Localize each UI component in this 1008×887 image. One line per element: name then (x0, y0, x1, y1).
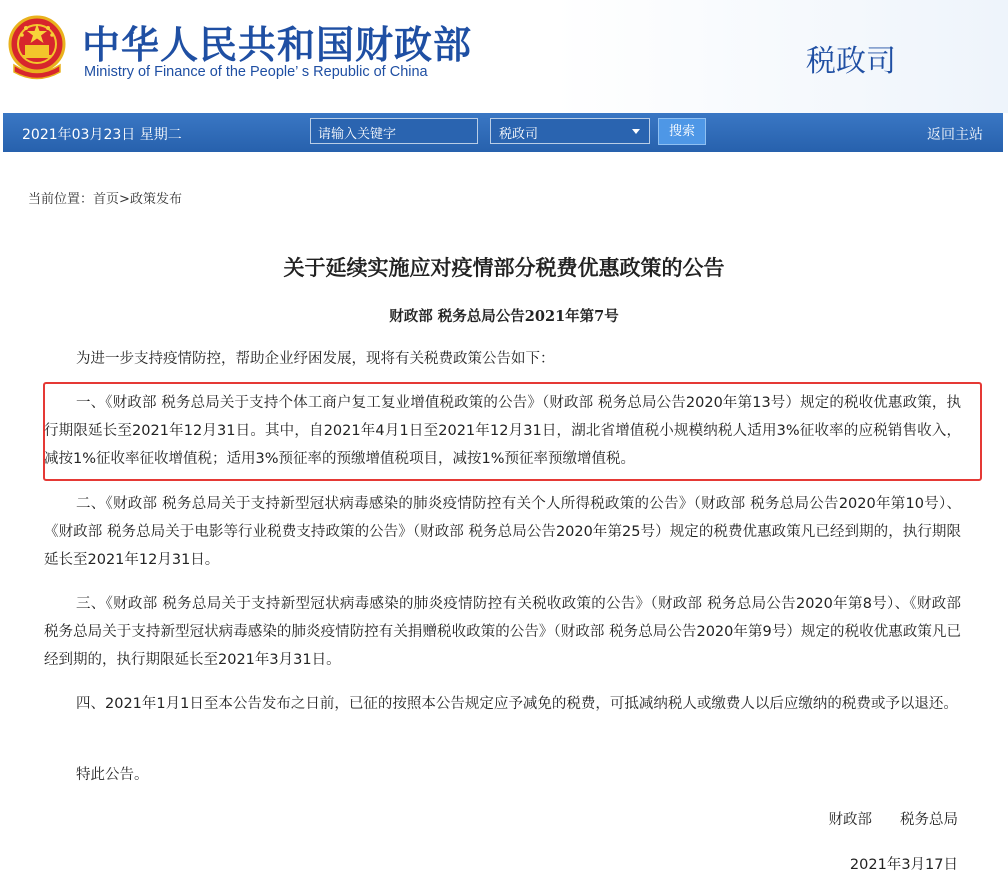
breadcrumb-section-link[interactable]: 政策发布 (129, 192, 182, 207)
site-header (0, 0, 1008, 113)
dropdown-caret-icon (632, 129, 640, 134)
breadcrumb-separator: > (119, 192, 130, 207)
article-subtitle: 财政部 税务总局公告2021年第7号 (389, 308, 619, 325)
article-date: 2021年3月17日 (849, 857, 958, 873)
search-button[interactable]: 搜索 (658, 118, 706, 145)
article-closing: 特此公告。 (76, 767, 149, 783)
signer-tax-bureau: 税务总局 (900, 812, 958, 828)
article-paragraph-1: 一、《财政部 税务总局关于支持个体工商户复工复业增值税政策的公告》（财政部 税务总局公告2020年第13号）规定的税收优惠政策，执行期限延长至2021年12月31日。其中，自2021年4月1日至2021年12月31日，湖北省增值税小规模纳税人适用3%征收率的应税销售收入，减按1%征收率征收增值税；适用3%预征率的预缴增值税项目，减按1%预征率预缴增值税。 (44, 395, 961, 467)
search-scope-value: 税政司 (499, 127, 539, 142)
article-paragraph-3: 三、《财政部 税务总局关于支持新型冠状病毒感染的肺炎疫情防控有关税收政策的公告》（财政部 税务总局公告2020年第8号）、《财政部 税务总局关于支持新型冠状病毒感染的肺炎疫情防控有关捐赠税收政策的公告》（财政部 税务总局公告2020年第9号）规定的税收优惠政策凡已经到期的，执行期限延长至2021年3月31日。 (44, 596, 961, 668)
search-input[interactable]: 请输入关键字 (310, 118, 478, 144)
breadcrumb-home-link[interactable]: 首页 (93, 192, 120, 207)
breadcrumb-prefix: 当前位置： (28, 192, 94, 207)
breadcrumb (28, 188, 182, 207)
search-scope-select[interactable] (490, 118, 650, 144)
return-home-link[interactable]: 返回主站 (927, 127, 983, 143)
ministry-name-cn: 中华人民共和国财政部 (82, 23, 473, 67)
article-intro: 为进一步支持疫情防控，帮助企业纾困发展，现将有关税费政策公告如下： (76, 351, 555, 367)
article-title: 关于延续实施应对疫情部分税费优惠政策的公告 (283, 256, 725, 280)
article-signers (829, 808, 959, 829)
ministry-name-en: Ministry of Finance of the People’ s Republic of China (84, 64, 428, 80)
article-paragraph-4: 四、2021年1月1日至本公告发布之日前，已征的按照本公告规定应予减免的税费，可抵减纳税人或缴费人以后应缴纳的税费或予以退还。 (76, 696, 958, 712)
department-name: 税政司 (806, 44, 896, 79)
top-navbar (3, 113, 1003, 152)
national-emblem-icon (6, 10, 68, 82)
signer-ministry: 财政部 (828, 812, 872, 828)
article-paragraph-2: 二、《财政部 税务总局关于支持新型冠状病毒感染的肺炎疫情防控有关个人所得税政策的公告》（财政部 税务总局公告2020年第10号）、《财政部 税务总局关于电影等行业税费支持政策的公告》（财政部 税务总局公告2020年第25号）规定的税费优惠政策凡已经到期的，执行期限延长至2021年12月31日。 (44, 496, 961, 568)
current-date: 2021年03月23日 星期二 (22, 127, 182, 143)
